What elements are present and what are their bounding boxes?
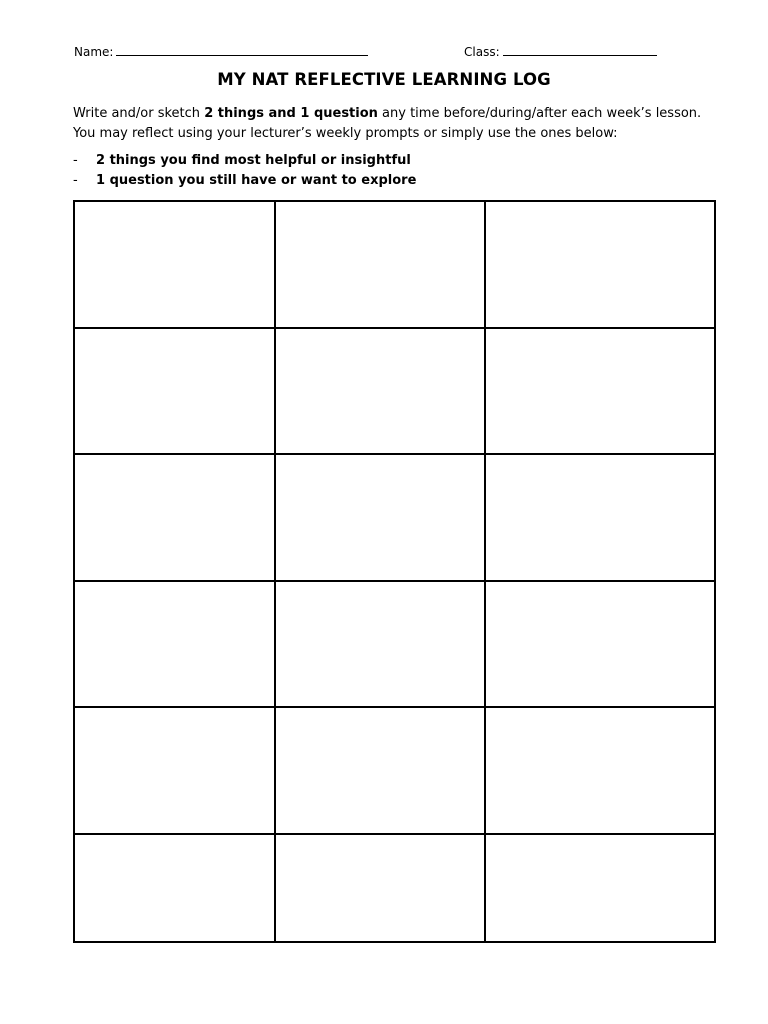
grid-row [74,201,715,328]
reflection-cell[interactable] [275,581,485,708]
prompt-item [73,171,733,191]
bullet-dash: - [73,153,78,168]
class-label: Class: [464,45,500,59]
grid-row [74,581,715,708]
instructions-line-1 [73,104,733,124]
name-label: Name: [74,45,114,59]
instructions-line-1-pre: Write and/or sketch [73,106,205,121]
reflection-cell[interactable] [275,328,485,455]
reflection-cell[interactable] [74,454,275,581]
instructions-line-1-bold: 2 things and 1 question [204,106,378,121]
reflection-cell[interactable] [275,707,485,834]
bullet-dash: - [73,173,78,188]
class-field [464,43,657,59]
instructions-line-2: You may reflect using your lecturer’s weekly prompts or simply use the ones below: [73,125,618,141]
page-title: MY NAT REFLECTIVE LEARNING LOG [217,70,551,89]
grid-row [74,834,715,943]
grid-row [74,328,715,455]
reflection-cell[interactable] [275,834,485,943]
reflection-cell[interactable] [485,707,715,834]
reflection-cell[interactable] [74,201,275,328]
header-fields [74,43,694,61]
prompt-item [73,151,733,171]
reflection-cell[interactable] [275,454,485,581]
reflection-cell[interactable] [74,707,275,834]
reflection-cell[interactable] [485,328,715,455]
reflection-grid [73,200,716,943]
reflection-cell[interactable] [485,834,715,943]
name-field [74,43,368,59]
reflection-cell[interactable] [74,581,275,708]
reflection-cell[interactable] [485,581,715,708]
grid-row [74,707,715,834]
reflection-cell[interactable] [485,201,715,328]
grid-row [74,454,715,581]
instructions [73,104,733,143]
reflection-cell[interactable] [74,834,275,943]
name-blank-line[interactable] [116,43,368,56]
reflection-cell[interactable] [74,328,275,455]
prompt-text: 2 things you find most helpful or insightful [96,153,411,168]
prompt-text: 1 question you still have or want to explore [96,173,417,188]
instructions-line-1-post: any time before/during/after each week’s lesson. [377,106,702,121]
class-blank-line[interactable] [503,43,657,56]
prompt-list [73,151,733,191]
reflection-cell[interactable] [275,201,485,328]
reflection-cell[interactable] [485,454,715,581]
